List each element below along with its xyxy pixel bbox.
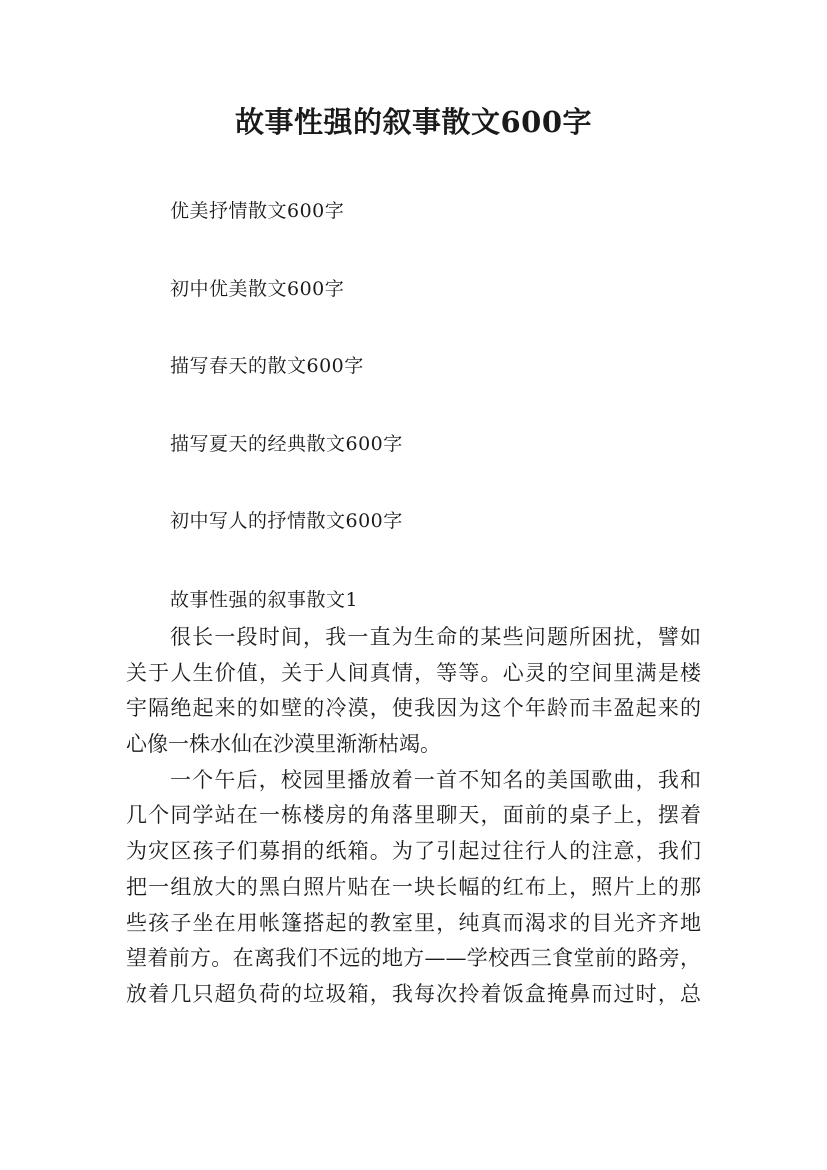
related-article-item[interactable]: 描写夏天的经典散文600字 <box>170 432 403 455</box>
text-line: 放着几只超负荷的垃圾箱，我每次拎着饭盒掩鼻而过时，总 <box>126 981 701 1006</box>
text-line: 为灾区孩子们募捐的纸箱。为了引起过往行人的注意，我们 <box>126 839 701 864</box>
text-line: 望着前方。在离我们不远的地方——学校西三食堂前的路旁， <box>126 946 701 971</box>
text-line: 些孩子坐在用帐篷搭起的教室里，纯真而渴求的目光齐齐地 <box>126 910 701 935</box>
section-heading: 故事性强的叙事散文1 <box>170 589 359 611</box>
related-article-item[interactable]: 描写春天的散文600字 <box>170 355 364 377</box>
document-title: 故事性强的叙事散文600字 <box>234 105 593 139</box>
related-article-item[interactable]: 初中优美散文600字 <box>170 277 345 300</box>
paragraph-1 <box>126 620 701 763</box>
article-body <box>126 620 701 1013</box>
text-line: 很长一段时间，我一直为生命的某些问题所困扰，譬如 <box>170 625 701 649</box>
related-article-item[interactable]: 初中写人的抒情散文600字 <box>170 510 403 532</box>
paragraph-2 <box>126 763 701 1013</box>
text-line: 宇隔绝起来的如壁的冷漠，使我因为这个年龄而丰盈起来的 <box>126 696 701 721</box>
text-line: 心像一株水仙在沙漠里渐渐枯竭。 <box>126 732 441 757</box>
related-articles-list <box>170 195 730 583</box>
text-line: 关于人生价值，关于人间真情，等等。心灵的空间里满是楼 <box>126 660 701 685</box>
text-line: 把一组放大的黑白照片贴在一块长幅的红布上，照片上的那 <box>126 874 701 899</box>
related-article-item[interactable]: 优美抒情散文600字 <box>170 200 345 222</box>
text-line: 一个午后，校园里播放着一首不知名的美国歌曲，我和 <box>170 767 701 792</box>
text-line: 几个同学站在一栋楼房的角落里聊天，面前的桌子上，摆着 <box>126 803 701 828</box>
